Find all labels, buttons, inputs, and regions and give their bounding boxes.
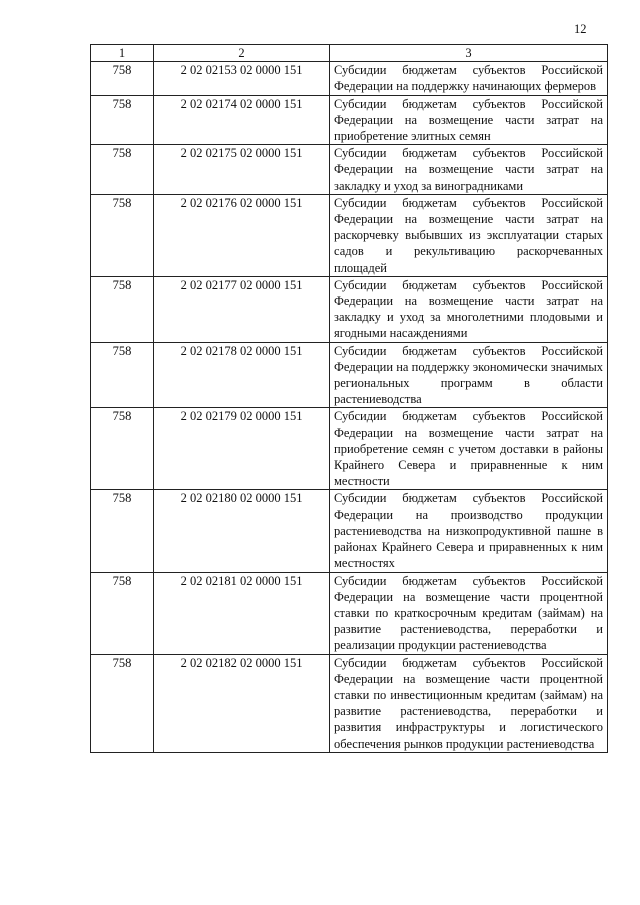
column-header-1: 1: [91, 45, 154, 62]
budget-code-cell: 2 02 02180 02 0000 151: [154, 490, 330, 572]
income-name-cell: Субсидии бюджетам субъектов Российской Федерации на возмещение части процентной ставки по инвестиционным кредитам (займам) на развитие растениеводства, переработки и развития инфраструктуры и логистического обеспечения рынков продукции растениеводства: [330, 654, 608, 752]
budget-classification-table: [90, 44, 608, 753]
admin-code-cell: 758: [91, 342, 154, 408]
column-header-3: 3: [330, 45, 608, 62]
budget-code-cell: 2 02 02174 02 0000 151: [154, 95, 330, 145]
budget-code-cell: 2 02 02176 02 0000 151: [154, 194, 330, 276]
income-name-cell: Субсидии бюджетам субъектов Российской Федерации на поддержку экономически значимых региональных программ в области растениеводства: [330, 342, 608, 408]
budget-code-cell: 2 02 02179 02 0000 151: [154, 408, 330, 490]
table-row: [91, 62, 608, 95]
table-row: [91, 408, 608, 490]
budget-code-cell: 2 02 02181 02 0000 151: [154, 572, 330, 654]
income-name-cell: Субсидии бюджетам субъектов Российской Федерации на возмещение части затрат на приобретение элитных семян: [330, 95, 608, 145]
income-name-cell: Субсидии бюджетам субъектов Российской Федерации на возмещение части затрат на приобретение семян с учетом доставки в районы Крайнего Севера и приравненные к ним местности: [330, 408, 608, 490]
admin-code-cell: 758: [91, 276, 154, 342]
page-number: 12: [574, 22, 587, 36]
admin-code-cell: 758: [91, 408, 154, 490]
admin-code-cell: 758: [91, 572, 154, 654]
admin-code-cell: 758: [91, 62, 154, 95]
table-row: [91, 95, 608, 145]
budget-code-cell: 2 02 02177 02 0000 151: [154, 276, 330, 342]
budget-code-cell: 2 02 02182 02 0000 151: [154, 654, 330, 752]
admin-code-cell: 758: [91, 145, 154, 195]
table-row: [91, 572, 608, 654]
table-row: [91, 276, 608, 342]
income-name-cell: Субсидии бюджетам субъектов Российской Федерации на возмещение части затрат на закладку и уход за виноградниками: [330, 145, 608, 195]
budget-code-cell: 2 02 02153 02 0000 151: [154, 62, 330, 95]
income-name-cell: Субсидии бюджетам субъектов Российской Федерации на поддержку начинающих фермеров: [330, 62, 608, 95]
budget-code-cell: 2 02 02175 02 0000 151: [154, 145, 330, 195]
table-row: [91, 145, 608, 195]
admin-code-cell: 758: [91, 490, 154, 572]
admin-code-cell: 758: [91, 654, 154, 752]
table-row: [91, 654, 608, 752]
table-row: [91, 490, 608, 572]
budget-code-cell: 2 02 02178 02 0000 151: [154, 342, 330, 408]
table-row: [91, 342, 608, 408]
income-name-cell: Субсидии бюджетам субъектов Российской Федерации на возмещение части затрат на закладку и уход за многолетними плодовыми и ягодными насаждениями: [330, 276, 608, 342]
income-name-cell: Субсидии бюджетам субъектов Российской Федерации на возмещение части процентной ставки по краткосрочным кредитам (займам) на развитие растениеводства, переработки и реализации продукции растениеводства: [330, 572, 608, 654]
admin-code-cell: 758: [91, 194, 154, 276]
income-name-cell: Субсидии бюджетам субъектов Российской Федерации на возмещение части затрат на раскорчевку выбывших из эксплуатации старых садов и рекультивацию раскорчеванных площадей: [330, 194, 608, 276]
table-row: [91, 194, 608, 276]
column-header-2: 2: [154, 45, 330, 62]
admin-code-cell: 758: [91, 95, 154, 145]
table-header-row: [91, 45, 608, 62]
income-name-cell: Субсидии бюджетам субъектов Российской Федерации на производство продукции растениеводства на низкопродуктивной пашне в районах Крайнего Севера и приравненных к ним местностях: [330, 490, 608, 572]
